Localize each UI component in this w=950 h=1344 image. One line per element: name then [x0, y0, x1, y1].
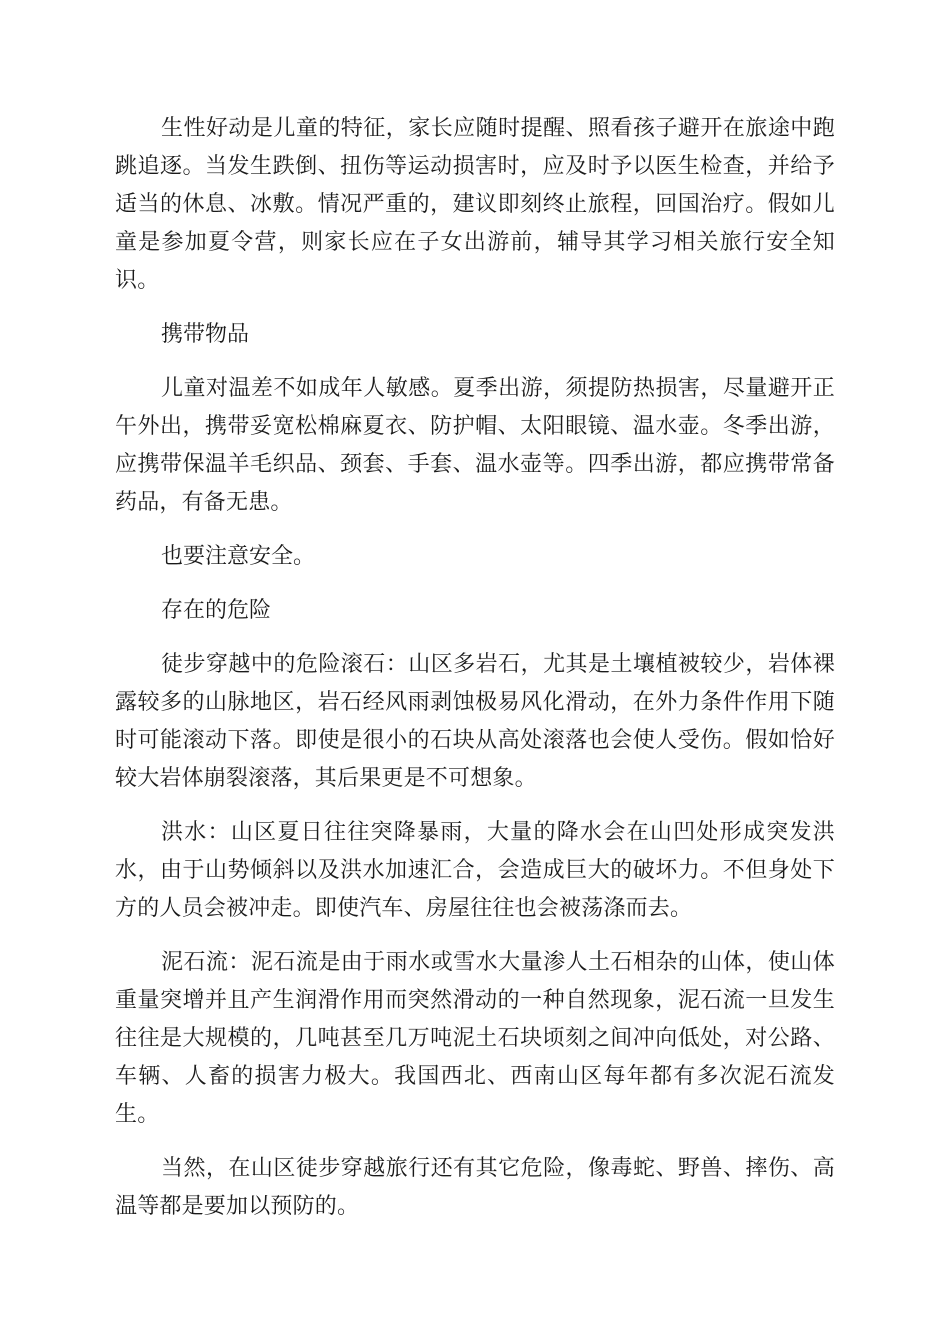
heading-existing-dangers: 存在的危险	[161, 598, 272, 623]
paragraph-child-activity-safety: 生性好动是儿童的特征，家长应随时提醒、照看孩子避开在旅途中跑跳追逐。当发生跌倒、扭伤等运动损害时，应及时予以医生检查，并给予适当的休息、冰敷。情况严重的，建议即刻终止旅程，回国治疗。假如儿童是参加夏令营，则家长应在子女出游前，辅导其学习相关旅行安全知识。	[115, 116, 835, 293]
paragraph-temperature-items: 儿童对温差不如成年人敏感。夏季出游，须提防热损害，尽量避开正午外出，携带妥宽松棉麻夏衣、防护帽、太阳眼镜、温水壶。冬季出游，应携带保温羊毛织品、颈套、手套、温水壶等。四季出游，都应携带常备药品，有备无患。	[115, 376, 835, 515]
document-body	[115, 110, 835, 1242]
paragraph-rockfall: 徒步穿越中的危险滚石：山区多岩石，尤其是土壤植被较少，岩体裸露较多的山脉地区，岩石经风雨剥蚀极易风化滑动，在外力条件作用下随时可能滚动下落。即使是很小的石块从高处滚落也会使人受伤。假如恰好较大岩体崩裂滚落，其后果更是不可想象。	[115, 652, 835, 791]
paragraph-flood: 洪水：山区夏日往往突降暴雨，大量的降水会在山凹处形成突发洪水，由于山势倾斜以及洪水加速汇合，会造成巨大的破坏力。不但身处下方的人员会被冲走。即使汽车、房屋往往也会被荡涤而去。	[115, 820, 835, 921]
paragraph-other-dangers: 当然，在山区徒步穿越旅行还有其它危险，像毒蛇、野兽、摔伤、高温等都是要加以预防的。	[115, 1156, 835, 1219]
paragraph-safety-note: 也要注意安全。	[161, 544, 316, 569]
paragraph-mudslide: 泥石流：泥石流是由于雨水或雪水大量渗人土石相杂的山体，使山体重量突增并且产生润滑作用而突然滑动的一种自然现象，泥石流一旦发生往往是大规模的，几吨甚至几万吨泥土石块顷刻之间冲向低处，对公路、车辆、人畜的损害力极大。我国西北、西南山区每年都有多次泥石流发生。	[115, 950, 835, 1127]
heading-carry-items: 携带物品	[161, 322, 250, 347]
